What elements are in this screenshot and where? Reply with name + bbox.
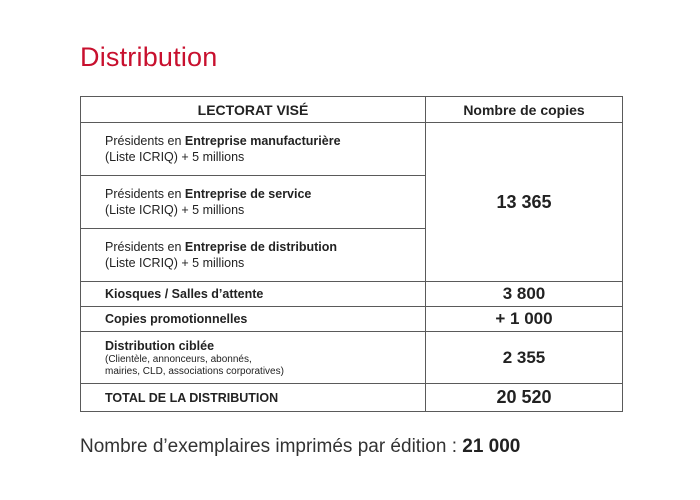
row-bold-label: Entreprise de service (184, 187, 312, 201)
table-row (81, 332, 623, 384)
presidents-total-value: 13 365 (426, 123, 623, 282)
row-prefix: Présidents en (105, 187, 185, 201)
row-total-label: TOTAL DE LA DISTRIBUTION (81, 384, 426, 412)
row-ciblee (81, 332, 426, 384)
row-detail: (Liste ICRIQ) + 5 millions (105, 203, 245, 217)
row-presidents-distribution (81, 229, 426, 282)
table-header-row (81, 97, 623, 123)
row-total-value: 20 520 (426, 384, 623, 412)
table-row (81, 307, 623, 332)
table-row-total (81, 384, 623, 412)
header-lectorat: LECTORAT VISÉ (81, 97, 426, 123)
row-kiosques-value: 3 800 (426, 282, 623, 307)
distribution-table (80, 96, 623, 412)
print-run-note (80, 436, 520, 458)
header-copies: Nombre de copies (426, 97, 623, 123)
row-kiosques-label: Kiosques / Salles d’attente (81, 282, 426, 307)
row-presidents-service (81, 176, 426, 229)
row-promo-label: Copies promotionnelles (81, 307, 426, 332)
row-promo-value: + 1 000 (426, 307, 623, 332)
row-bold-label: Entreprise manufacturière (184, 134, 341, 148)
row-prefix: Présidents en (105, 134, 185, 148)
row-detail: (Liste ICRIQ) + 5 millions (105, 150, 245, 164)
print-run-value: 21 000 (462, 436, 521, 457)
row-ciblee-detail-2: mairies, CLD, associations corporatives) (105, 365, 284, 377)
table-row (81, 123, 623, 176)
table-row (81, 282, 623, 307)
row-presidents-manufacturiere (81, 123, 426, 176)
row-bold-label: Entreprise de distribution (184, 240, 338, 254)
row-detail: (Liste ICRIQ) + 5 millions (105, 256, 245, 270)
row-ciblee-detail-1: (Clientèle, annonceurs, abonnés, (105, 353, 252, 365)
row-prefix: Présidents en (105, 240, 185, 254)
print-run-label: Nombre d’exemplaires imprimés par édition : (80, 436, 463, 457)
row-ciblee-value: 2 355 (426, 332, 623, 384)
page-title: Distribution (80, 42, 218, 72)
row-ciblee-label: Distribution ciblée (105, 338, 215, 353)
